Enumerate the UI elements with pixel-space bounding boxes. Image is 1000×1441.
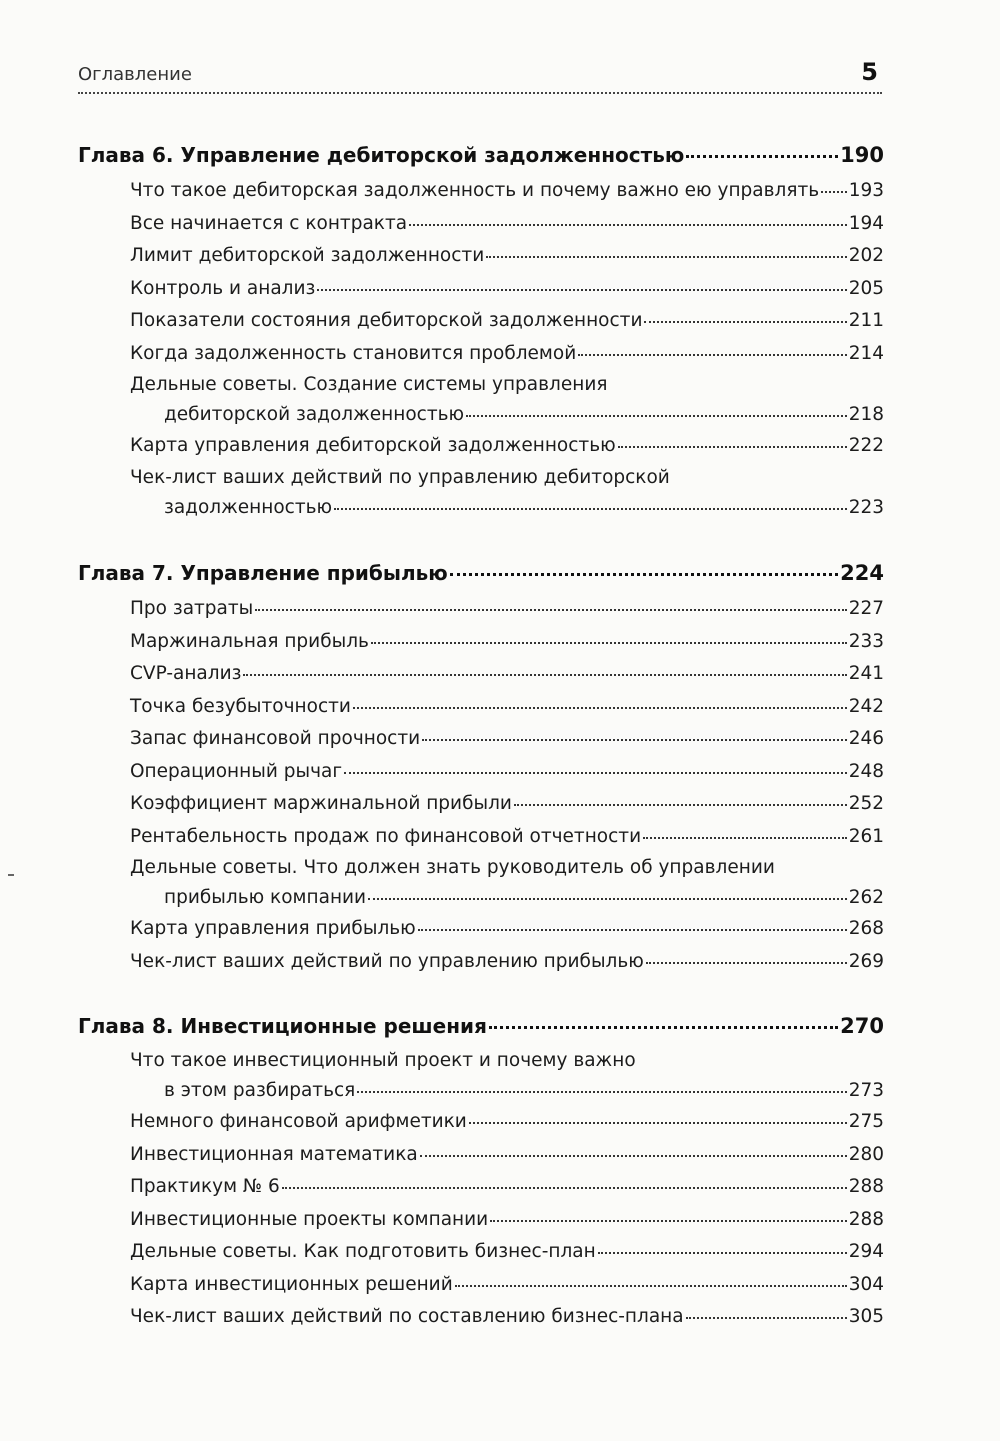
entry-page: 227 [848, 598, 884, 619]
entry-page: 280 [848, 1143, 884, 1165]
header-page-number: 5 [861, 58, 878, 86]
entry-page: 194 [848, 212, 884, 234]
dot-leader [578, 354, 846, 356]
dot-leader [469, 1122, 847, 1124]
toc-entry[interactable] [130, 626, 884, 659]
chapter-6 [78, 143, 884, 523]
dot-leader [618, 446, 847, 448]
entry-page: 268 [848, 918, 884, 939]
toc-entry[interactable] [130, 691, 884, 724]
entry-page: 261 [848, 825, 884, 847]
toc-entry[interactable] [130, 1139, 884, 1172]
chapter-page: 270 [840, 1014, 884, 1038]
toc-entry[interactable] [130, 1236, 884, 1269]
dot-leader [450, 573, 838, 576]
entry-page: 248 [848, 760, 884, 782]
entry-page: 202 [848, 245, 884, 266]
chapter-heading[interactable] [78, 1014, 884, 1038]
dot-leader [422, 739, 847, 741]
entry-page: 241 [848, 663, 884, 684]
entry-title: прибылью компании [164, 887, 367, 908]
entry-page: 246 [848, 728, 884, 749]
dot-leader [317, 289, 846, 291]
entry-title: Карта инвестиционных решений [130, 1273, 453, 1295]
entry-title: Запас финансовой прочности [130, 728, 421, 749]
dot-leader [371, 642, 847, 644]
entry-page: 305 [848, 1306, 884, 1327]
chapter-8 [78, 1014, 884, 1334]
entry-page: 269 [848, 950, 884, 972]
entry-title: Практикум № 6 [130, 1176, 280, 1197]
dot-leader [420, 1155, 847, 1157]
dot-leader [646, 962, 847, 964]
entry-page: 288 [848, 1176, 884, 1197]
toc-entry[interactable] [130, 1301, 884, 1334]
entry-page: 304 [848, 1273, 884, 1295]
dot-leader [489, 1026, 838, 1029]
toc-entry[interactable] [130, 913, 884, 946]
toc-entry[interactable] [130, 463, 884, 523]
dot-leader [686, 155, 838, 158]
chapter-heading[interactable] [78, 561, 884, 585]
entry-page: 288 [848, 1208, 884, 1230]
toc-entry[interactable] [130, 1046, 884, 1106]
dot-leader [344, 772, 847, 774]
dot-leader [368, 898, 847, 900]
toc-entry[interactable] [130, 1106, 884, 1139]
entry-title: в этом разбираться [164, 1080, 356, 1101]
toc-entry[interactable] [130, 370, 884, 430]
chapter-page: 224 [840, 561, 884, 585]
dot-leader [486, 256, 846, 258]
entry-title: Инвестиционная математика [130, 1143, 418, 1165]
entry-title-line: Дельные советы. Что должен знать руководитель об управлении [130, 857, 775, 878]
toc-entry[interactable] [130, 208, 884, 241]
dot-leader [821, 191, 847, 193]
toc-entry[interactable] [130, 430, 884, 463]
dot-leader [455, 1285, 847, 1287]
chapter-heading[interactable] [78, 143, 884, 167]
entry-title: Маржинальная прибыль [130, 630, 369, 652]
entry-page: 233 [848, 630, 884, 652]
entry-title-line: Что такое инвестиционный проект и почему важно [130, 1050, 636, 1071]
entry-list [78, 1046, 884, 1334]
chapter-title: Глава 8. Инвестиционные решения [78, 1014, 487, 1038]
toc-entry[interactable] [130, 723, 884, 756]
entry-title: задолженностью [164, 496, 333, 518]
entry-page: 214 [848, 342, 884, 364]
entry-title: Чек-лист ваших действий по составлению бизнес-плана [130, 1306, 684, 1327]
entry-page: 205 [848, 277, 884, 299]
dot-leader [282, 1187, 847, 1189]
entry-title: Карта управления прибылью [130, 918, 416, 939]
dot-leader [255, 609, 846, 611]
dot-leader [357, 1091, 846, 1093]
dot-leader [353, 707, 847, 709]
dot-leader [334, 508, 847, 510]
entry-title: Коэффициент маржинальной прибыли [130, 793, 512, 814]
toc-entry[interactable] [130, 788, 884, 821]
entry-title: Что такое дебиторская задолженность и почему важно ею управлять [130, 180, 820, 201]
toc-entry[interactable] [130, 338, 884, 371]
entry-title: Инвестиционные проекты компании [130, 1208, 489, 1230]
chapter-7 [78, 561, 884, 978]
entry-title: Лимит дебиторской задолженности [130, 245, 485, 266]
entry-page: 262 [848, 887, 884, 908]
dot-leader [644, 321, 846, 323]
entry-page: 242 [848, 695, 884, 717]
dot-leader [598, 1252, 847, 1254]
entry-title: Про затраты [130, 598, 254, 619]
dot-leader [466, 415, 847, 417]
entry-page: 211 [848, 310, 884, 331]
dot-leader [409, 224, 847, 226]
entry-title: Рентабельность продаж по финансовой отчетности [130, 825, 642, 847]
toc-entry[interactable] [130, 1204, 884, 1237]
entry-title-line: Дельные советы. Создание системы управления [130, 374, 608, 395]
header-title: Оглавление [78, 64, 192, 85]
toc-entry[interactable] [130, 946, 884, 979]
entry-title: Чек-лист ваших действий по управлению прибылью [130, 950, 644, 972]
entry-title-line: Чек-лист ваших действий по управлению дебиторской [130, 466, 670, 488]
entry-page: 273 [848, 1080, 884, 1101]
entry-title: Дельные советы. Как подготовить бизнес-план [130, 1241, 596, 1262]
entry-title: Контроль и анализ [130, 277, 316, 299]
entry-page: 218 [848, 404, 884, 425]
entry-title: Немного финансовой арифметики [130, 1111, 467, 1132]
entry-page: 275 [848, 1111, 884, 1132]
dot-leader [418, 929, 847, 931]
toc-entry[interactable] [130, 658, 884, 691]
dot-leader [490, 1220, 847, 1222]
toc-entry[interactable] [130, 1171, 884, 1204]
chapter-title: Глава 7. Управление прибылью [78, 561, 448, 585]
toc-entry[interactable] [130, 593, 884, 626]
toc-entry[interactable] [130, 305, 884, 338]
entry-title: Операционный рычаг [130, 760, 343, 782]
toc-entry[interactable] [130, 273, 884, 306]
entry-title: Когда задолженность становится проблемой [130, 342, 577, 364]
dot-leader [643, 837, 847, 839]
entry-page: 222 [848, 435, 884, 456]
entry-list [78, 175, 884, 523]
entry-title: Точка безубыточности [130, 695, 351, 717]
entry-list [78, 593, 884, 978]
dot-leader [686, 1317, 847, 1319]
toc-entry[interactable] [130, 756, 884, 789]
entry-page: 252 [848, 793, 884, 814]
entry-title: Все начинается с контракта [130, 212, 408, 234]
running-header [78, 58, 882, 94]
entry-page: 223 [848, 496, 884, 518]
toc-entry[interactable] [130, 821, 884, 854]
entry-title: CVP-анализ [130, 663, 242, 684]
dot-leader [243, 674, 846, 676]
toc-entry[interactable] [130, 853, 884, 913]
dot-leader [514, 804, 847, 806]
toc-entry[interactable] [130, 240, 884, 273]
entry-page: 294 [848, 1241, 884, 1262]
toc-entry[interactable] [130, 175, 884, 208]
chapter-page: 190 [840, 143, 884, 167]
chapter-title: Глава 6. Управление дебиторской задолженностью [78, 143, 685, 167]
entry-title: дебиторской задолженностью [164, 404, 465, 425]
toc-entry[interactable] [130, 1269, 884, 1302]
margin-mark [8, 874, 14, 876]
entry-title: Карта управления дебиторской задолженностью [130, 435, 616, 456]
entry-title: Показатели состояния дебиторской задолженности [130, 310, 643, 331]
entry-page: 193 [848, 180, 884, 201]
